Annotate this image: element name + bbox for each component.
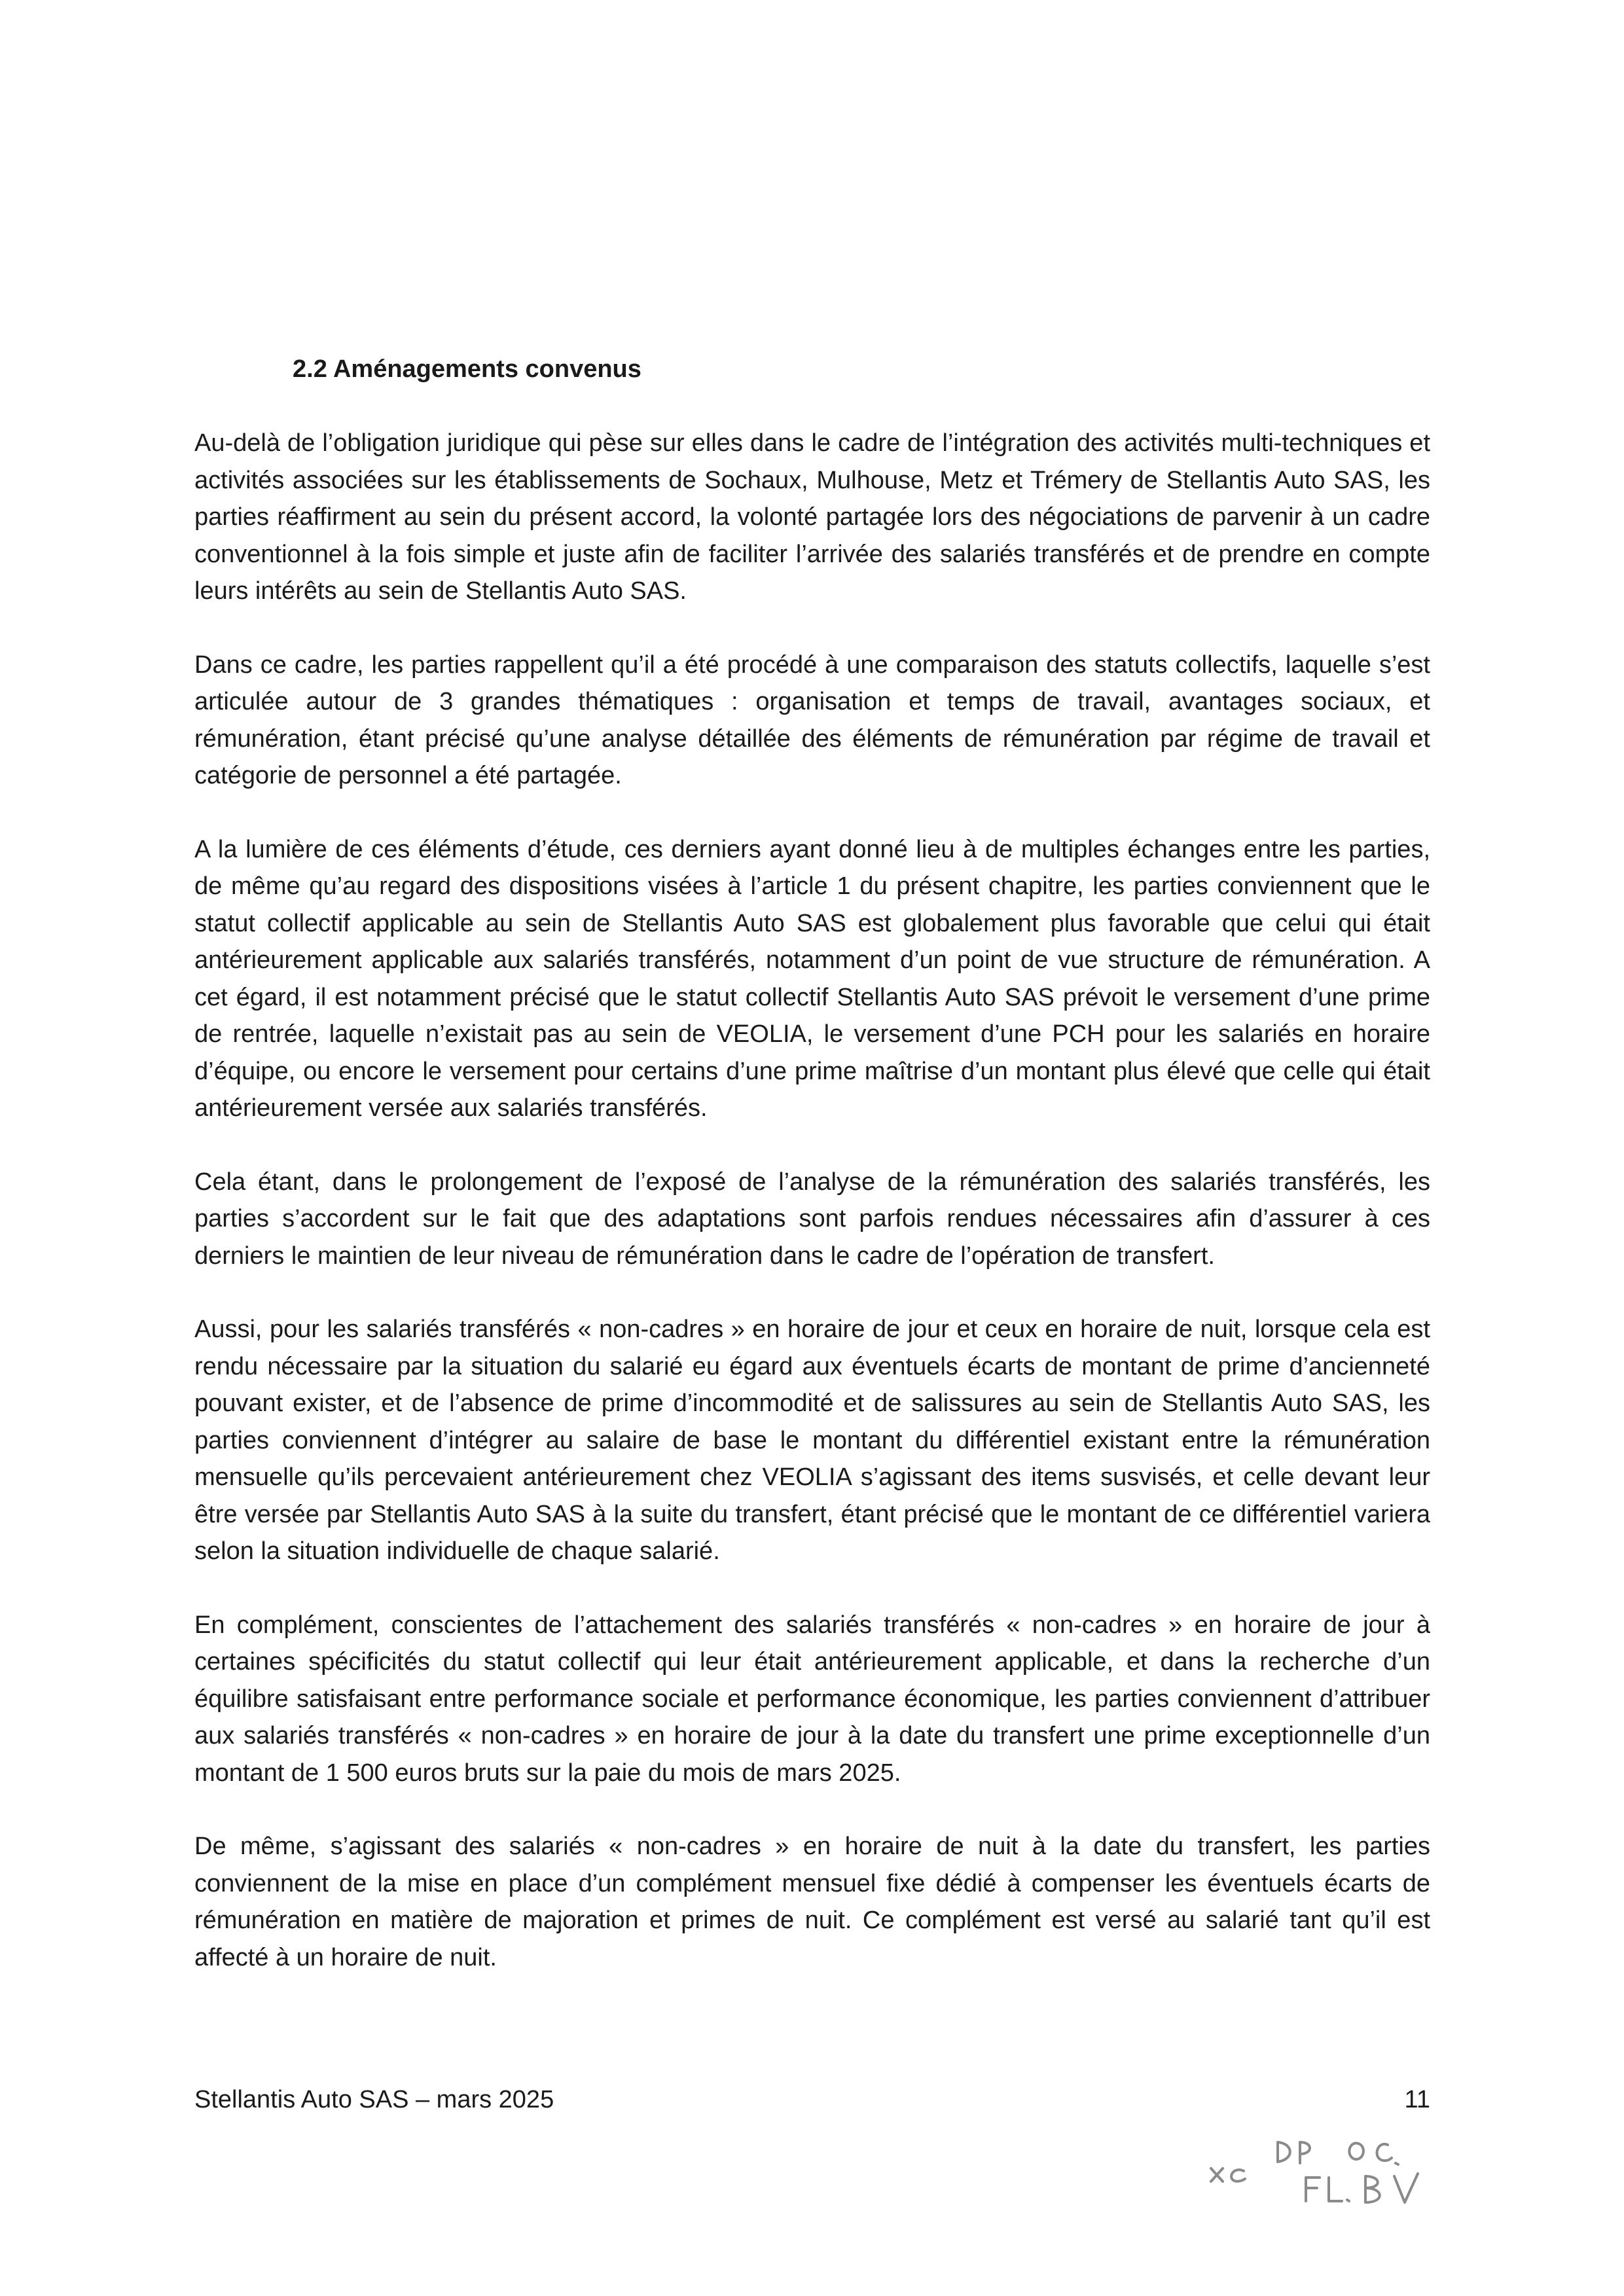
paragraph: De même, s’agissant des salariés « non-cadres » en horaire de nuit à la date du transfert, les parties conviennent de la mise en place d’un complément mensuel fixe dédié à compenser les éventuels écarts de rémunération en matière de majoration et primes de nuit. Ce complément est versé au salarié tant qu’il est affecté à un horaire de nuit. [194, 1833, 1430, 1971]
page-content [194, 350, 1430, 2013]
handwritten-initials [1198, 2111, 1447, 2209]
paragraph: A la lumière de ces éléments d’étude, ces derniers ayant donné lieu à de multiples échanges entre les parties, de même qu’au regard des dispositions visées à l’article 1 du présent chapitre, les parties conviennent que le statut collectif applicable au sein de Stellantis Auto SAS est globalement plus favorable que celui qui était antérieurement applicable aux salariés transférés, notamment d’un point de vue structure de rémunération. A cet égard, il est notamment précisé que le statut collectif Stellantis Auto SAS prévoit le versement d’une prime de rentrée, laquelle n’existait pas au sein de VEOLIA, le versement d’une PCH pour les salariés en horaire d’équipe, ou encore le versement pour certains d’une prime maîtrise d’un montant plus élevé que celle qui était antérieurement versée aux salariés transférés. [194, 835, 1430, 1122]
section-heading: 2.2 Aménagements convenus [293, 355, 641, 383]
page-number: 11 [1404, 2086, 1430, 2113]
paragraph: Aussi, pour les salariés transférés « non-cadres » en horaire de jour et ceux en horaire de nuit, lorsque cela est rendu nécessaire par la situation du salarié eu égard aux éventuels écarts de montant de prime d’ancienneté pouvant exister, et de l’absence de prime d’incommodité et de salissures au sein de Stellantis Auto SAS, les parties conviennent d’intégrer au salaire de base le montant du différentiel existant entre la rémunération mensuelle qu’ils percevaient antérieurement chez VEOLIA s’agissant des items susvisés, et celle devant leur être versée par Stellantis Auto SAS à la suite du transfert, étant précisé que le montant de ce différentiel variera selon la situation individuelle de chaque salarié. [194, 1316, 1430, 1565]
paragraph: Cela étant, dans le prolongement de l’exposé de l’analyse de la rémunération des salariés transférés, les parties s’accordent sur le fait que des adaptations sont parfois rendues nécessaires afin d’assurer à ces derniers le maintien de leur niveau de rémunération dans le cadre de l’opération de transfert. [194, 1168, 1430, 1270]
paragraph: En complément, conscientes de l’attachement des salariés transférés « non-cadres » en horaire de jour à certaines spécificités du statut collectif qui leur était antérieurement applicable, et dans la recherche d’un équilibre satisfaisant entre performance sociale et performance économique, les parties conviennent d’attribuer aux salariés transférés « non-cadres » en horaire de jour à la date du transfert une prime exceptionnelle d’un montant de 1 500 euros bruts sur la paie du mois de mars 2025. [194, 1611, 1430, 1787]
paragraph: Dans ce cadre, les parties rappellent qu’il a été procédé à une comparaison des statuts collectifs, laquelle s’est articulée autour de 3 grandes thématiques : organisation et temps de travail, avantages sociaux, et rémunération, étant précisé qu’une analyse détaillée des éléments de rémunération par régime de travail et catégorie de personnel a été partagée. [194, 651, 1430, 789]
footer-text: Stellantis Auto SAS – mars 2025 [194, 2086, 554, 2113]
paragraph: Au-delà de l’obligation juridique qui pèse sur elles dans le cadre de l’intégration des activités multi-techniques et activités associées sur les établissements de Sochaux, Mulhouse, Metz et Trémery de Stellantis Auto SAS, les parties réaffirment au sein du présent accord, la volonté partagée lors des négociations de parvenir à un cadre conventionnel à la fois simple et juste afin de faciliter l’arrivée des salariés transférés et de prendre en compte leurs intérêts au sein de Stellantis Auto SAS. [194, 429, 1430, 605]
